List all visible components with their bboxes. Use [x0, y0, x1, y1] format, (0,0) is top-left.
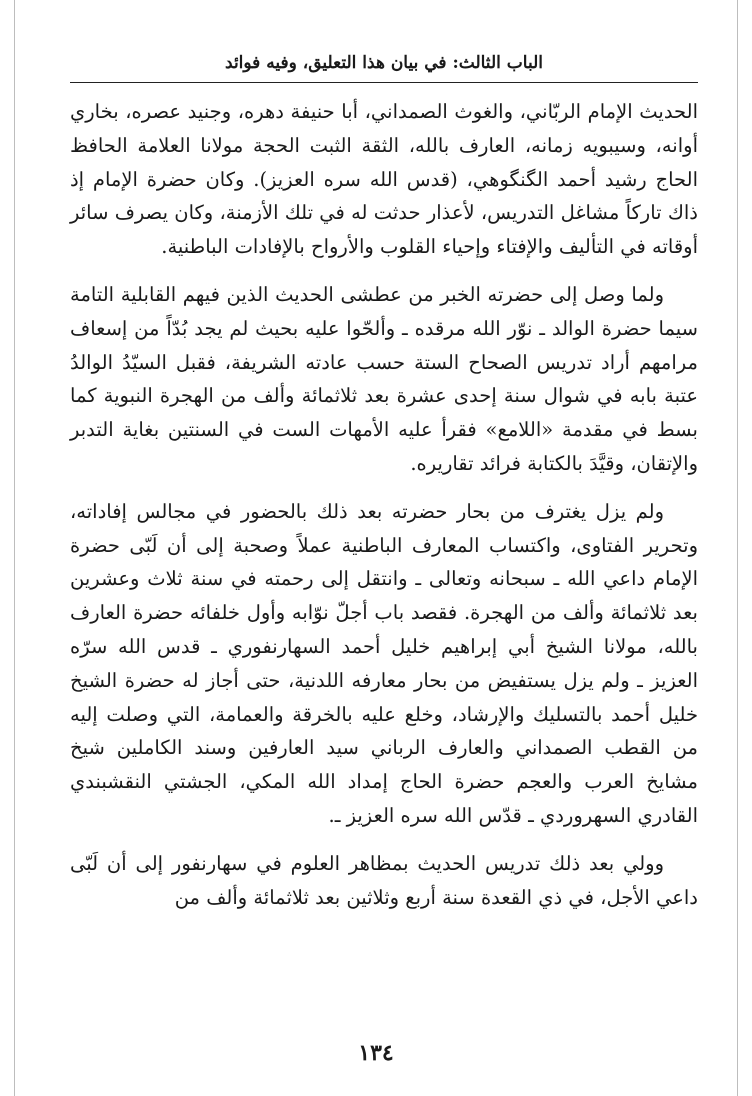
- running-header: الباب الثالث: في بيان هذا التعليق، وفيه فوائد: [70, 50, 698, 83]
- paragraph-3: ولم يزل يغترف من بحار حضرته بعد ذلك بالحضور في مجالس إفاداته، وتحرير الفتاوى، واكتساب المعارف الباطنية عملاً وصحبة إلى أن لَبّى حضرة الإمام داعي الله ـ سبحانه وتعالى ـ وانتقل إلى رحمته في سنة ثلاث وعشرين بعد ثلاثمائة وألف من الهجرة. فقصد باب أجلّ نوّابه وأول خلفائه حضرة العارف بالله، مولانا الشيخ أبي إبراهيم خليل أحمد السهارنفوري ـ قدس الله سرّه العزيز ـ ولم يزل يستفيض من بحار معارفه اللدنية، حتى أجاز له حضرة الشيخ خليل أحمد بالتسليك والإرشاد، وخلع عليه بالخرقة والعمامة، التي وصلت إليه من القطب الصمداني والعارف الرباني سيد العارفين وسند الكاملين شيخ مشايخ العرب والعجم حضرة الحاج إمداد الله المكي، الجشتي النقشبندي القادري السهروردي ـ قدّس الله سره العزيز ـ.: [70, 499, 698, 827]
- paragraph-4: وولي بعد ذلك تدريس الحديث بمظاهر العلوم في سهارنفور إلى أن لَبّى داعي الأجل، في ذي القعدة سنة أربع وثلاثين بعد ثلاثمائة وألف من: [70, 851, 698, 909]
- page-body: [70, 50, 698, 928]
- paragraph-1: الحديث الإمام الربّاني، والغوث الصمداني، أبا حنيفة دهره، وجنيد عصره، بخاري أوانه، وسيبويه زمانه، العارف بالله، الثقة الثبت الحجة مولانا العلامة الحافظ الحاج رشيد أحمد الگنگوهي، (قدس الله سره العزيز). وكان حضرة الإمام إذ ذاك تاركاً مشاغل التدريس، لأعذار حدثت له في تلك الأزمنة، وكان يصرف سائر أوقاته في التأليف والإفتاء وإحياء القلوب والأرواح بالإفادات الباطنية.: [70, 100, 698, 259]
- paragraph-2: ولما وصل إلى حضرته الخبر من عطشى الحديث الذين فيهم القابلية التامة سيما حضرة الوالد ـ نوّر الله مرقده ـ وألحّوا عليه بحيث لم يجد بُدّاً من إسعاف مرامهم أراد تدريس الصحاح الستة حسب عادته الشريفة، فقبل السيّدُ الوالدُ عتبة بابه في شوال سنة إحدى عشرة بعد ثلاثمائة وألف من الهجرة النبوية كما بسط في مقدمة «اللامع» فقرأ عليه الأمهات الست في السنتين بغاية التدبر والإتقان، وقيَّدَ بالكتابة فرائد تقاريره.: [70, 282, 698, 475]
- margin-rule-left: [14, 0, 15, 1096]
- page-number: ١٣٤: [358, 1040, 394, 1066]
- margin-rule-right: [737, 0, 738, 1096]
